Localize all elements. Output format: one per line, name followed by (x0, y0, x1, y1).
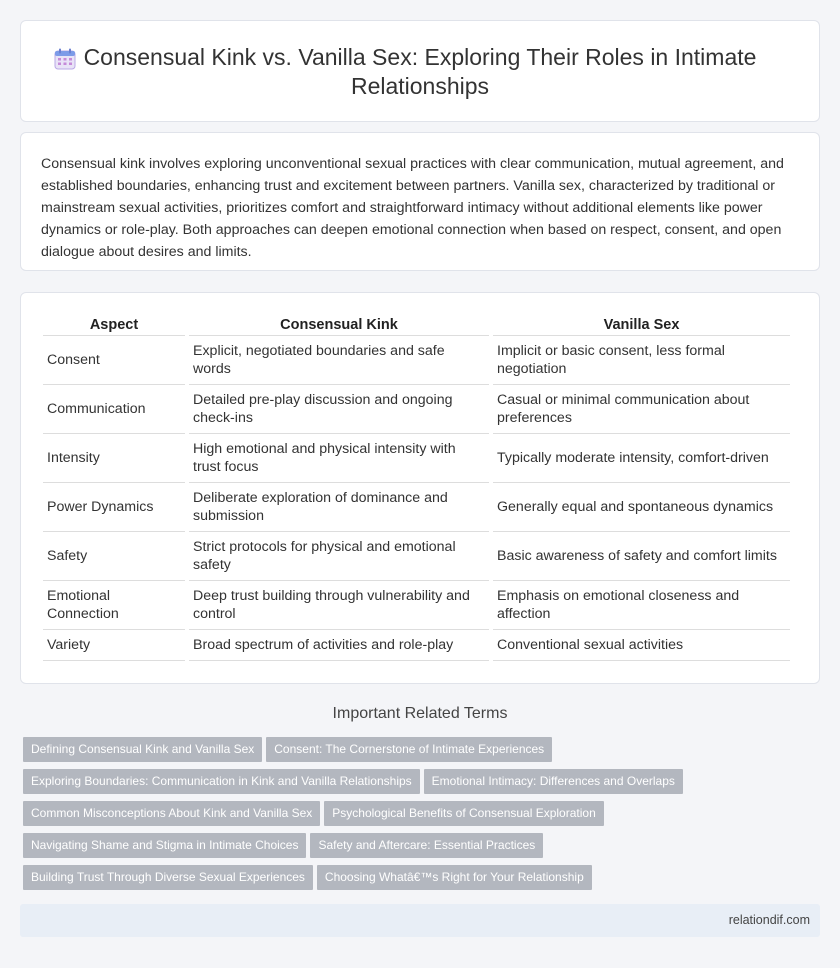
cell-kink: Deep trust building through vulnerability and control (189, 581, 489, 630)
footer-site-link[interactable]: relationdif.com (728, 913, 810, 927)
table-row (43, 630, 790, 661)
related-term-tag[interactable]: Emotional Intimacy: Differences and Overlaps (424, 769, 683, 794)
related-terms-tags (23, 737, 813, 897)
header-aspect: Aspect (43, 313, 185, 336)
cell-vanilla: Implicit or basic consent, less formal negotiation (493, 336, 790, 385)
table-row (43, 385, 790, 434)
table-row (43, 581, 790, 630)
table-row (43, 434, 790, 483)
table-header-row (43, 313, 790, 336)
cell-vanilla: Typically moderate intensity, comfort-driven (493, 434, 790, 483)
intro-paragraph: Consensual kink involves exploring unconventional sexual practices with clear communication, mutual agreement, and established boundaries, enhancing trust and excitement between partners. Vanilla sex, characterized by traditional or mainstream sexual activities, prioritizes comfort and straightforward intimacy without additional elements like power dynamics or role-play. Both approaches can deepen emotional connection when based on respect, consent, and open dialogue about desires and limits. (41, 156, 784, 260)
cell-vanilla: Generally equal and spontaneous dynamics (493, 483, 790, 532)
intro-card (20, 132, 820, 271)
related-term-tag[interactable]: Building Trust Through Diverse Sexual Experiences (23, 865, 313, 890)
related-term-tag[interactable]: Consent: The Cornerstone of Intimate Experiences (266, 737, 552, 762)
footer (20, 904, 820, 937)
cell-kink: Broad spectrum of activities and role-play (189, 630, 489, 661)
cell-vanilla: Casual or minimal communication about preferences (493, 385, 790, 434)
cell-vanilla: Conventional sexual activities (493, 630, 790, 661)
related-term-tag[interactable]: Safety and Aftercare: Essential Practices (310, 833, 543, 858)
cell-aspect: Safety (43, 532, 185, 581)
related-terms-title: Important Related Terms (332, 705, 508, 722)
header-card (20, 20, 820, 122)
table-row (43, 532, 790, 581)
cell-aspect: Emotional Connection (43, 581, 185, 630)
comparison-card (20, 292, 820, 684)
related-term-tag[interactable]: Common Misconceptions About Kink and Vanilla Sex (23, 801, 320, 826)
comparison-table (39, 313, 794, 661)
page-title: Consensual Kink vs. Vanilla Sex: Exploring Their Roles in Intimate Relationships (83, 44, 757, 99)
related-term-tag[interactable]: Exploring Boundaries: Communication in Kink and Vanilla Relationships (23, 769, 420, 794)
cell-aspect: Consent (43, 336, 185, 385)
related-term-tag[interactable]: Choosing Whatâ€™s Right for Your Relationship (317, 865, 592, 890)
header-vanilla-sex: Vanilla Sex (493, 313, 790, 336)
related-term-tag[interactable]: Psychological Benefits of Consensual Exploration (324, 801, 603, 826)
cell-vanilla: Basic awareness of safety and comfort limits (493, 532, 790, 581)
related-term-tag[interactable]: Navigating Shame and Stigma in Intimate Choices (23, 833, 306, 858)
table-row (43, 483, 790, 532)
cell-kink: Explicit, negotiated boundaries and safe words (189, 336, 489, 385)
table-row (43, 336, 790, 385)
header-consensual-kink: Consensual Kink (189, 313, 489, 336)
related-term-tag[interactable]: Defining Consensual Kink and Vanilla Sex (23, 737, 262, 762)
cell-kink: Detailed pre-play discussion and ongoing check-ins (189, 385, 489, 434)
cell-aspect: Power Dynamics (43, 483, 185, 532)
cell-aspect: Intensity (43, 434, 185, 483)
cell-vanilla: Emphasis on emotional closeness and affection (493, 581, 790, 630)
cell-kink: Strict protocols for physical and emotional safety (189, 532, 489, 581)
cell-aspect: Communication (43, 385, 185, 434)
cell-kink: High emotional and physical intensity with trust focus (189, 434, 489, 483)
cell-kink: Deliberate exploration of dominance and submission (189, 483, 489, 532)
cell-aspect: Variety (43, 630, 185, 661)
